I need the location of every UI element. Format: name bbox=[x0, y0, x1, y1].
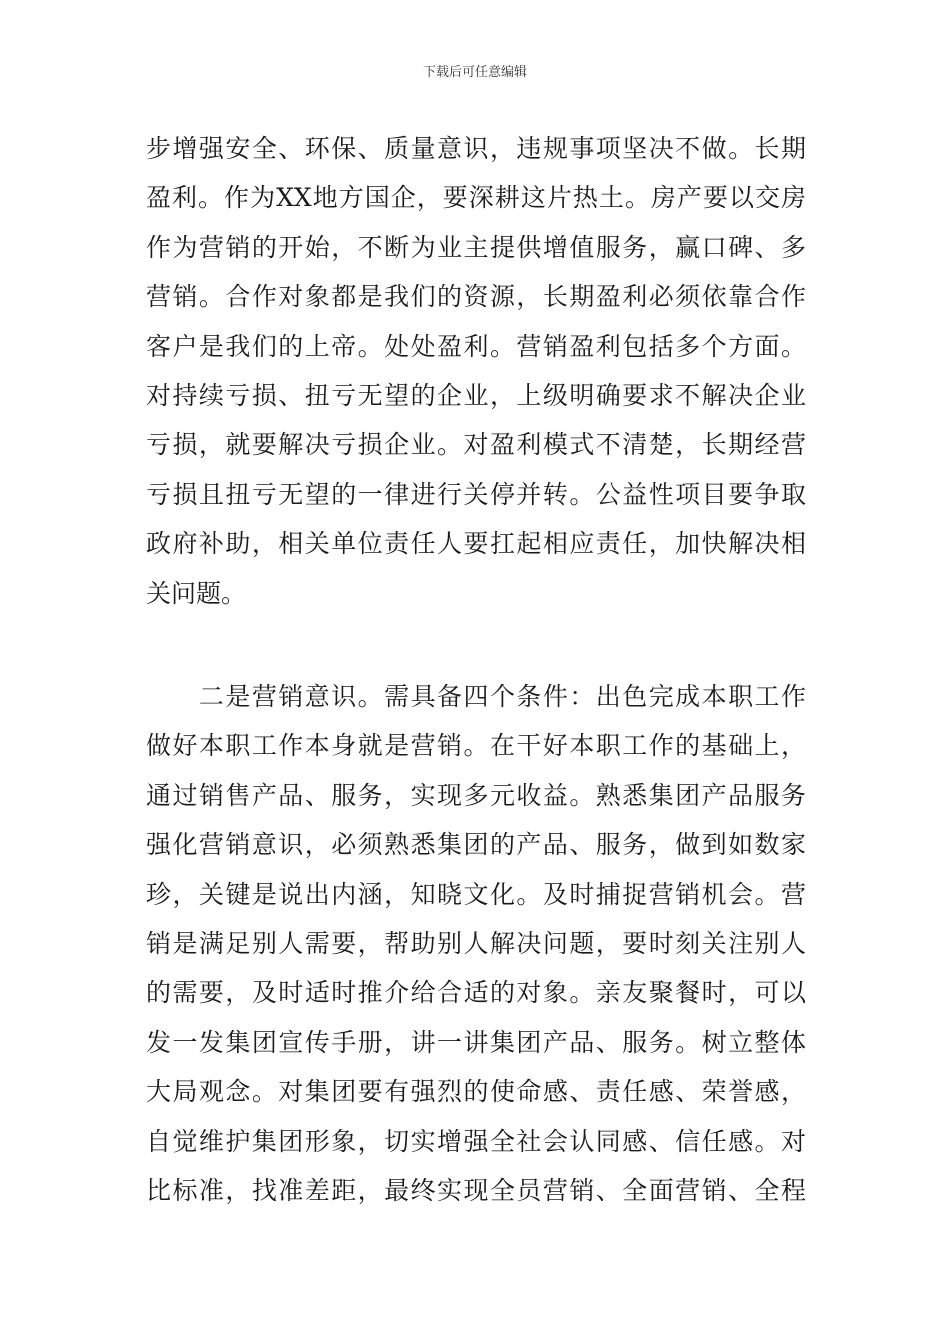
page-header: 下载后可任意编辑 bbox=[422, 65, 527, 80]
text-line: 盈利。作为XX地方国企，要深耕这片热土。房产要以交房 bbox=[146, 183, 806, 213]
text-line: 自觉维护集团形象，切实增强全社会认同感、信任感。对 bbox=[146, 1126, 806, 1156]
text-line: 珍，关键是说出内涵，知晓文化。及时捕捉营销机会。营 bbox=[146, 879, 806, 909]
text-line: 比标准，找准差距，最终实现全员营销、全面营销、全程 bbox=[146, 1175, 806, 1205]
text-line: 亏损且扭亏无望的一律进行关停并转。公益性项目要争取 bbox=[146, 479, 806, 509]
text-line: 关问题。 bbox=[146, 578, 247, 608]
text-line: 亏损，就要解决亏损企业。对盈利模式不清楚，长期经营 bbox=[146, 430, 806, 460]
text-line: 步增强安全、环保、质量意识，违规事项坚决不做。长期 bbox=[146, 134, 806, 163]
text-line: 政府补助，相关单位责任人要扛起相应责任，加快解决相 bbox=[146, 529, 806, 559]
text-line: 作为营销的开始，不断为业主提供增值服务，赢口碑、多 bbox=[146, 232, 806, 262]
text-line: 对持续亏损、扭亏无望的企业，上级明确要求不解决企业 bbox=[146, 380, 806, 410]
text-line: 发一发集团宣传手册，讲一讲集团产品、服务。树立整体 bbox=[146, 1027, 806, 1057]
text-line: 的需要，及时适时推介给合适的对象。亲友聚餐时，可以 bbox=[146, 978, 806, 1008]
text-line: 大局观念。对集团要有强烈的使命感、责任感、荣誉感， bbox=[146, 1077, 806, 1107]
text-line: 做好本职工作本身就是营销。在干好本职工作的基础上， bbox=[146, 731, 806, 761]
text-line: 客户是我们的上帝。处处盈利。营销盈利包括多个方面。 bbox=[146, 331, 806, 361]
text-line: 通过销售产品、服务，实现多元收益。熟悉集团产品服务 bbox=[146, 780, 806, 810]
paragraph-2 bbox=[146, 672, 806, 1215]
text-line: 营销。合作对象都是我们的资源，长期盈利必须依靠合作 bbox=[146, 282, 806, 312]
text-line: 强化营销意识，必须熟悉集团的产品、服务，做到如数家 bbox=[146, 830, 806, 860]
text-line: 销是满足别人需要，帮助别人解决问题，要时刻关注别人 bbox=[146, 928, 806, 958]
text-line: 二是营销意识。需具备四个条件：出色完成本职工作 bbox=[146, 682, 806, 711]
paragraph-1 bbox=[146, 124, 806, 618]
